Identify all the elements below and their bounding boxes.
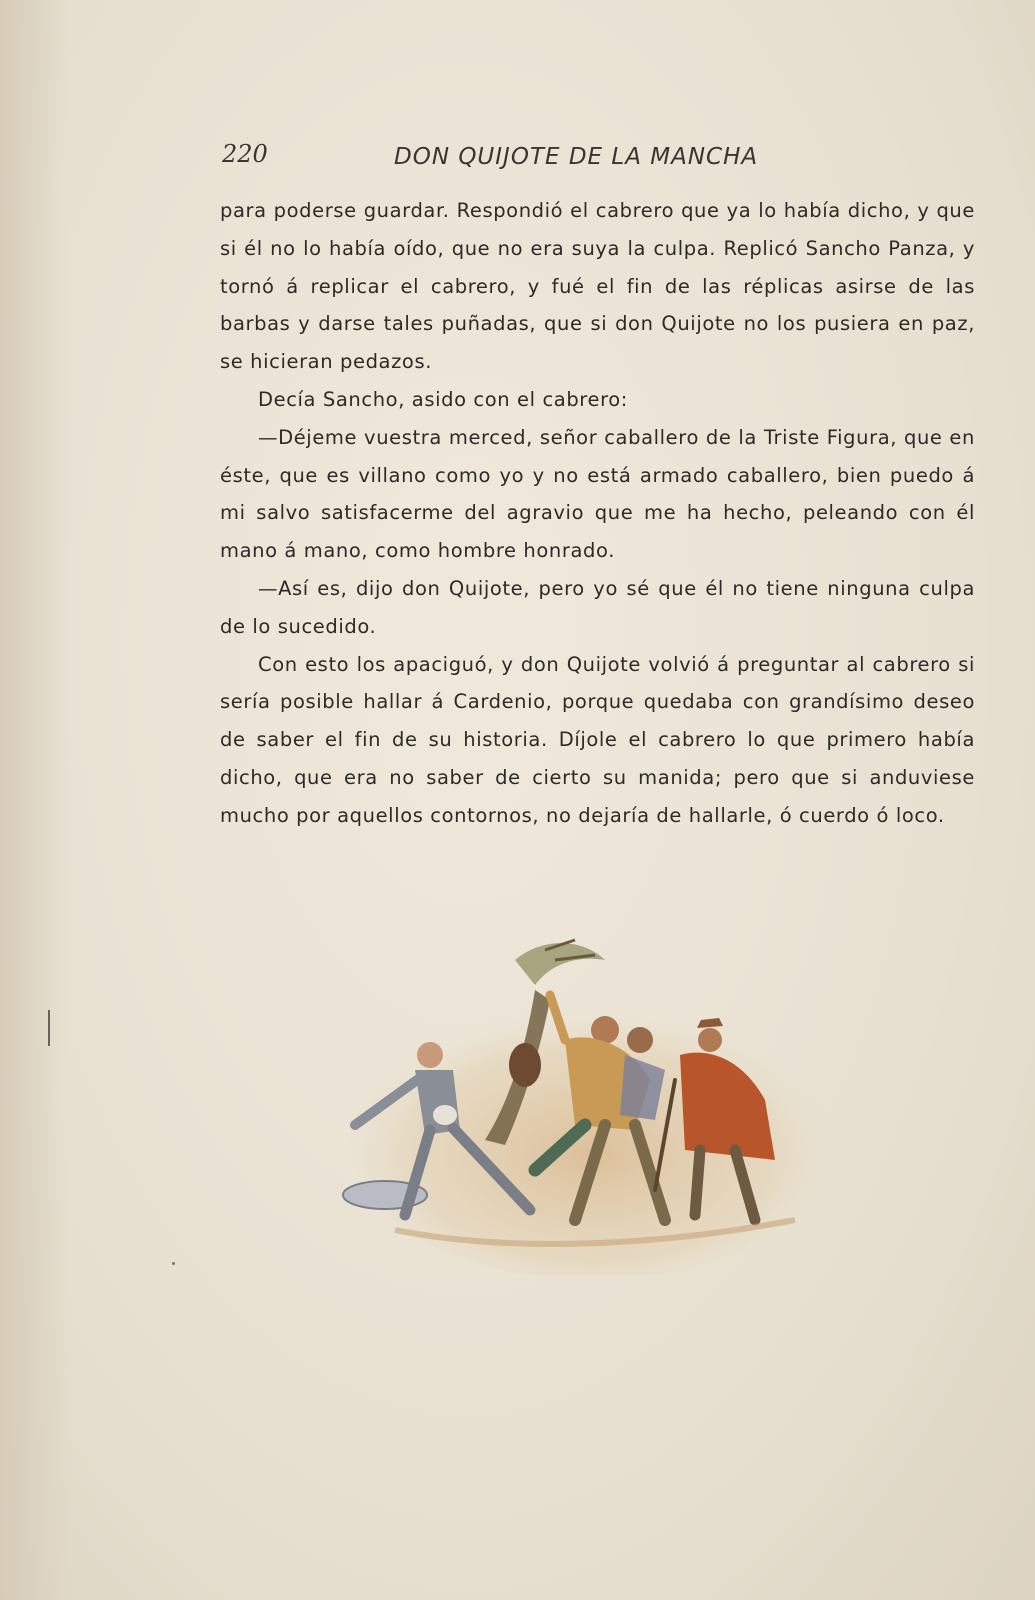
paragraph: para poderse guardar. Respondió el cabrero que ya lo había dicho, y que si él no lo había oído, que no era suya la culpa. Replicó Sancho Panza, y tornó á replicar el cabrero, y fué el fin de las réplicas asirse de las barbas y darse tales puñadas, que si don Quijote no los pusiera en paz, se hicieran pedazos. — [220, 199, 975, 374]
body-text — [220, 192, 975, 835]
page-gutter-shadow — [0, 0, 70, 1600]
fight-scene-illustration — [335, 930, 835, 1275]
paragraph: —Déjeme vuestra merced, señor caballero de la Triste Figura, que en éste, que es villano como yo y no está armado caballero, bien puedo á mi salvo satisfacerme del agravio que me ha hecho, peleando con él mano á mano, como hombre honrado. — [220, 425, 975, 563]
paragraph: Decía Sancho, asido con el cabrero: — [258, 387, 628, 411]
margin-mark — [48, 1010, 50, 1046]
running-title: DON QUIJOTE DE LA MANCHA — [394, 144, 759, 170]
tree-foliage — [515, 943, 605, 985]
page-header — [222, 140, 974, 180]
paragraph: Con esto los apaciguó, y don Quijote volvió á preguntar al cabrero si sería posible hallar á Cardenio, porque quedaba con grandísimo deseo de saber el fin de su historia. Díjole el cabrero lo que primero había dicho, que era no saber de cierto su manida; pero que si anduviese mucho por aquellos contornos, no dejaría de hallarle, ó cuerdo ó loco. — [220, 652, 975, 827]
paragraph: —Así es, dijo don Quijote, pero yo sé que él no tiene ninguna culpa de lo sucedido. — [220, 576, 975, 638]
page-number: 220 — [222, 140, 268, 168]
paper-speck — [172, 1262, 175, 1265]
